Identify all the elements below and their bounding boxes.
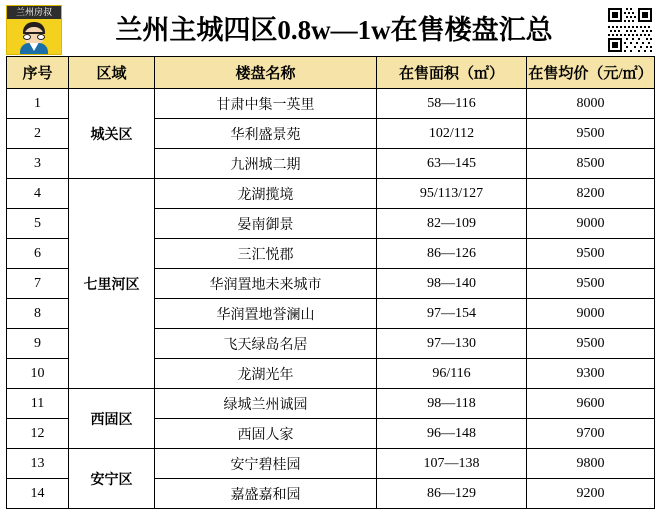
cell-index: 14: [7, 479, 69, 509]
cell-index: 10: [7, 359, 69, 389]
listing-table-container: [0, 56, 660, 509]
table-header-row: [7, 57, 655, 89]
cell-size: 97—154: [377, 299, 527, 329]
cell-region: 七里河区: [69, 179, 155, 389]
avatar-icon: [19, 22, 49, 54]
cell-price: 8500: [527, 149, 655, 179]
table-row: [7, 389, 655, 419]
cell-index: 11: [7, 389, 69, 419]
cell-name: 绿城兰州诚园: [155, 389, 377, 419]
cell-index: 5: [7, 209, 69, 239]
qr-code-icon: [606, 6, 654, 54]
cell-index: 3: [7, 149, 69, 179]
cell-size: 82—109: [377, 209, 527, 239]
column-header-region: 区域: [69, 57, 155, 89]
cell-name: 华润置地誉澜山: [155, 299, 377, 329]
cell-name: 甘肃中集一英里: [155, 89, 377, 119]
cell-index: 2: [7, 119, 69, 149]
cell-price: 9500: [527, 119, 655, 149]
cell-index: 6: [7, 239, 69, 269]
title-container: [62, 14, 606, 46]
cell-name: 嘉盛嘉和园: [155, 479, 377, 509]
cell-price: 9300: [527, 359, 655, 389]
cell-price: 9000: [527, 209, 655, 239]
page-title: 兰州主城四区0.8w—1w在售楼盘汇总: [115, 15, 553, 45]
cell-size: 107—138: [377, 449, 527, 479]
cell-name: 龙湖揽境: [155, 179, 377, 209]
cell-name: 飞天绿岛名居: [155, 329, 377, 359]
cell-size: 95/113/127: [377, 179, 527, 209]
cell-name: 三汇悦郡: [155, 239, 377, 269]
cell-index: 4: [7, 179, 69, 209]
cell-price: 9800: [527, 449, 655, 479]
cell-name: 西固人家: [155, 419, 377, 449]
cell-price: 9500: [527, 239, 655, 269]
cell-price: 9600: [527, 389, 655, 419]
cell-name: 龙湖光年: [155, 359, 377, 389]
cell-name: 华利盛景苑: [155, 119, 377, 149]
cell-price: 9200: [527, 479, 655, 509]
table-row: [7, 89, 655, 119]
table-header: [7, 57, 655, 89]
cell-name: 九洲城二期: [155, 149, 377, 179]
cell-region: 安宁区: [69, 449, 155, 509]
brand-logo: [6, 5, 62, 55]
column-header-name: 楼盘名称: [155, 57, 377, 89]
cell-price: 8200: [527, 179, 655, 209]
cell-index: 7: [7, 269, 69, 299]
cell-size: 98—118: [377, 389, 527, 419]
cell-region: 城关区: [69, 89, 155, 179]
cell-price: 9000: [527, 299, 655, 329]
cell-size: 96/116: [377, 359, 527, 389]
cell-index: 13: [7, 449, 69, 479]
cell-price: 9700: [527, 419, 655, 449]
cell-size: 58—116: [377, 89, 527, 119]
cell-index: 12: [7, 419, 69, 449]
column-header-price: 在售均价（元/㎡）: [527, 57, 655, 89]
cell-region: 西固区: [69, 389, 155, 449]
cell-name: 华润置地未来城市: [155, 269, 377, 299]
listing-table: [6, 56, 655, 509]
cell-size: 102/112: [377, 119, 527, 149]
cell-index: 9: [7, 329, 69, 359]
brand-logo-text: 兰州房叔: [7, 6, 61, 19]
cell-index: 8: [7, 299, 69, 329]
column-header-size: 在售面积（㎡）: [377, 57, 527, 89]
cell-size: 98—140: [377, 269, 527, 299]
cell-size: 86—126: [377, 239, 527, 269]
column-header-index: 序号: [7, 57, 69, 89]
table-body: [7, 89, 655, 509]
cell-size: 97—130: [377, 329, 527, 359]
cell-size: 63—145: [377, 149, 527, 179]
cell-name: 安宁碧桂园: [155, 449, 377, 479]
cell-index: 1: [7, 89, 69, 119]
cell-price: 8000: [527, 89, 655, 119]
table-row: [7, 449, 655, 479]
page-header: [0, 0, 660, 56]
cell-size: 96—148: [377, 419, 527, 449]
cell-size: 86—129: [377, 479, 527, 509]
cell-price: 9500: [527, 329, 655, 359]
table-row: [7, 179, 655, 209]
cell-name: 晏南御景: [155, 209, 377, 239]
cell-price: 9500: [527, 269, 655, 299]
